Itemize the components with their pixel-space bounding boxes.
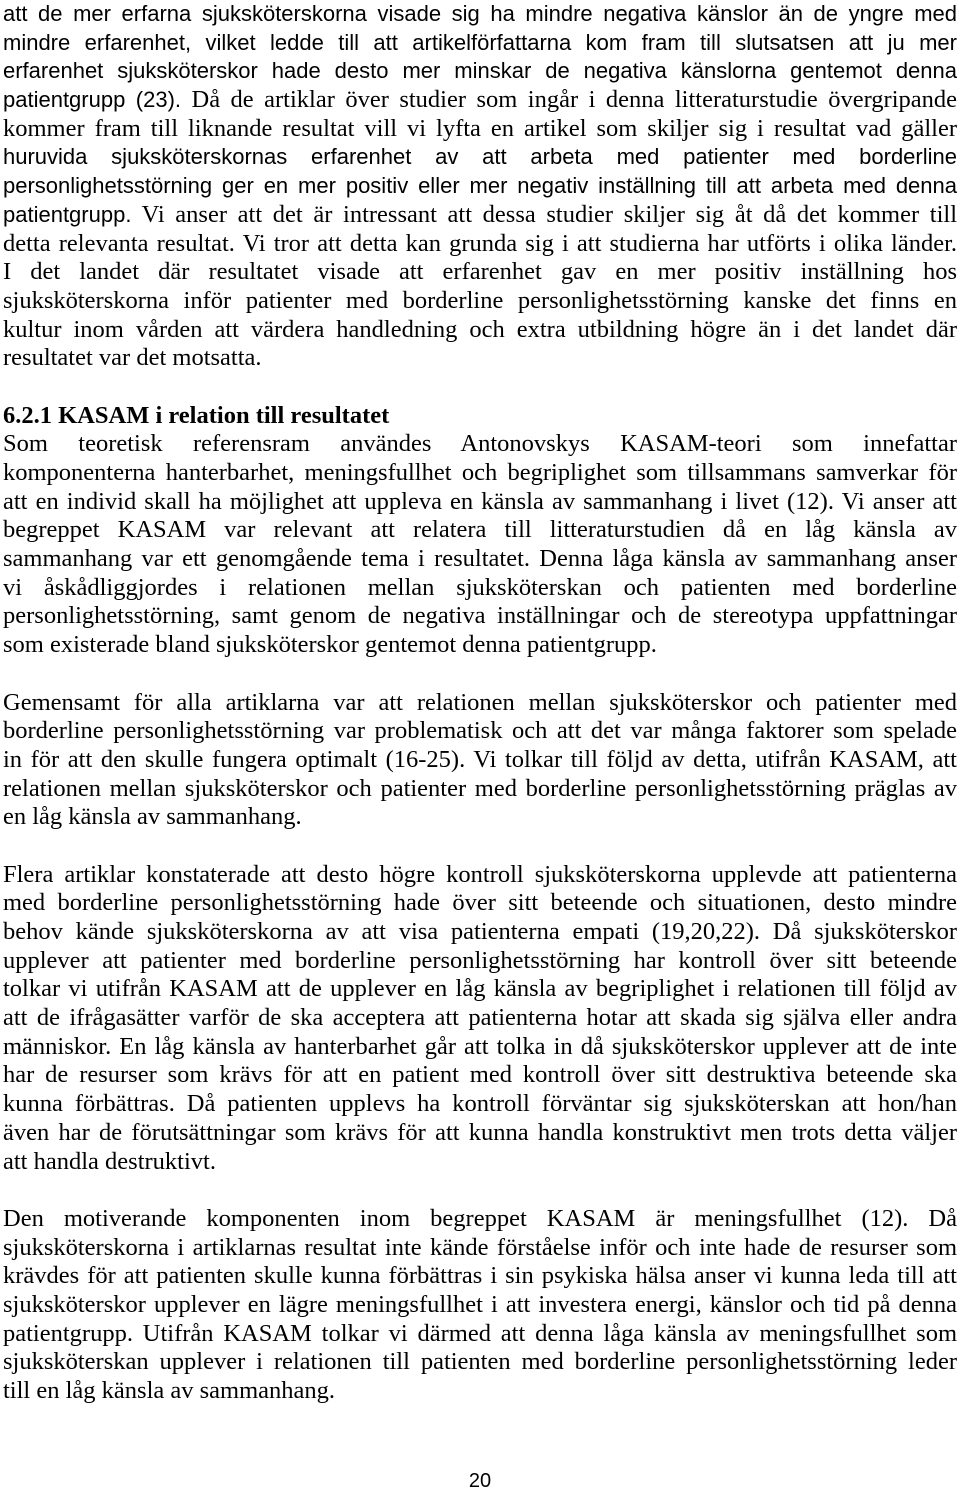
text-line — [3, 516, 957, 545]
line-text: begreppet KASAM var relevant att relatera till litteraturstudien då en låg känsla av — [3, 516, 957, 544]
text-line — [3, 889, 957, 918]
line-text: Som teoretisk referensram användes Antonovskys KASAM-teori som innefattar — [3, 430, 957, 458]
line-text: till en låg känsla av sammanhang. — [3, 1377, 336, 1404]
text-line — [3, 1090, 957, 1119]
text-line — [3, 143, 957, 172]
line-text: att handla destruktivt. — [3, 1147, 216, 1175]
line-text: personlighetsstörning, samt genom de negativa inställningar och de stereotypa uppfattningar — [3, 602, 957, 630]
section-heading: 6.2.1 KASAM i relation till resultatet — [3, 401, 390, 429]
line-text: relationen mellan sjuksköterskor och patienter med borderline personlighetsstörning präglas av — [3, 774, 957, 802]
text-line — [3, 29, 957, 58]
text-line — [3, 57, 957, 86]
line-text: in för att den skulle fungera optimalt (16-25). Vi tolkar till följd av detta, utifrån KASAM, att — [3, 745, 957, 773]
text-line — [3, 545, 957, 574]
page-number: 20 — [468, 1470, 492, 1492]
text-line — [3, 430, 957, 459]
line-text: har de resurser som krävs för att en patient med kontroll över sitt destruktiva beteende ska — [3, 1061, 957, 1089]
line-text: människor. En låg känsla av hanterbarhet går att tolka in då sjuksköterskor upplever att de inte — [3, 1032, 957, 1060]
line-text: resultatet var det motsatta. — [3, 344, 262, 372]
text-line — [3, 287, 957, 316]
line-text: att de ifrågasätter varför de ska acceptera att patienterna hotar att skada sig själva eller andra — [3, 1004, 957, 1032]
text-line — [3, 1262, 957, 1291]
text-line — [3, 488, 957, 517]
line-text: Gemensamt för alla artiklarna var att relationen mellan sjuksköterskor och patienter med — [3, 688, 957, 716]
text-line — [3, 172, 957, 201]
text-line — [3, 689, 957, 718]
text-line — [3, 115, 957, 144]
line-text: mindre erfarenhet, vilket ledde till att artikelförfattarna kom fram till slutsatsen att ju mer — [3, 29, 957, 55]
document-page — [3, 0, 957, 1406]
line-text: huruvida sjuksköterskornas erfarenhet av att arbeta med patienter med borderline — [3, 144, 957, 170]
text-line — [3, 459, 957, 488]
text-line — [3, 803, 957, 832]
body-paragraph — [3, 689, 957, 832]
text-line — [3, 631, 957, 660]
line-text: sammanhang var ett genomgående tema i resultatet. Denna låga känsla av sammanhang anser — [3, 545, 957, 573]
line-text: patientgrupp (23). — [3, 87, 182, 113]
line-text: sjuksköterskorna i artiklarnas resultat inte kände förståelse inför och inte hade de resurser som — [3, 1233, 957, 1261]
line-text: personlighetsstörning ger en mer positiv eller mer negativ inställning till att arbeta med denna — [3, 173, 957, 199]
text-line — [3, 230, 957, 259]
text-line — [3, 1320, 957, 1349]
text-line — [3, 316, 957, 345]
text-line — [3, 1061, 957, 1090]
text-line — [3, 1348, 957, 1377]
line-text: kunna förbättras. Då patienten upplevs ha kontroll förväntar sig sjuksköterskan att hon/han — [3, 1090, 957, 1118]
line-text: Den motiverande komponenten inom begreppet KASAM är meningsfullhet (12). Då — [3, 1204, 957, 1232]
line-text: Flera artiklar konstaterade att desto högre kontroll sjuksköterskorna upplevde att patienterna — [3, 860, 957, 888]
line-text: vi åskådliggjordes i relationen mellan sjuksköterskan och patienten med borderline — [3, 573, 957, 601]
line-text: patientgrupp. Utifrån KASAM tolkar vi därmed att denna låga känsla av meningsfullhet som — [3, 1319, 957, 1347]
text-line — [3, 1033, 957, 1062]
text-line — [3, 602, 957, 631]
text-line — [3, 1377, 957, 1406]
text-line — [3, 86, 957, 115]
line-text: borderline personlighetsstörning var problematisk och att det var många faktorer som spelade — [3, 717, 957, 745]
line-text: sjuksköterskorna inför patienter med borderline personlighetsstörning kanske det finns en — [3, 286, 957, 314]
text-line — [3, 1119, 957, 1148]
text-line — [3, 717, 957, 746]
line-text: Vi anser att det är intressant att dessa studier skiljer sig åt då det kommer till — [141, 200, 957, 228]
text-line — [3, 1205, 957, 1234]
body-paragraph — [3, 430, 957, 660]
text-line — [3, 1291, 957, 1320]
text-line — [3, 0, 957, 29]
text-line — [3, 775, 957, 804]
line-text: även har de förutsättningar som krävs för att kunna handla konstruktivt men trots detta väljer — [3, 1118, 957, 1146]
line-text: sjuksköterskor upplever en lägre meningsfullhet i att investera energi, känslor och tid på denna — [3, 1290, 957, 1318]
text-line — [3, 1148, 957, 1177]
line-text: tolkar vi utifrån KASAM att de upplever en låg känsla av begriplighet i relationen till följd av — [3, 975, 957, 1003]
text-line — [3, 344, 957, 373]
line-text: kommer fram till liknande resultat vill vi lyfta en artikel som skiljer sig i resultat vad gäller — [3, 114, 957, 142]
line-text: erfarenhet sjuksköterskor hade desto mer minskar de negativa känslorna gentemot denna — [3, 58, 957, 84]
line-text: sjuksköterskan upplever i relationen till patienten med borderline personlighetsstörning leder — [3, 1348, 957, 1376]
line-text: detta relevanta resultat. Vi tror att detta kan grunda sig i att studierna har utförts i olika länder. — [3, 229, 957, 257]
line-text: I det landet där resultatet visade att erfarenhet gav en mer positiv inställning hos — [3, 258, 957, 286]
text-line — [3, 975, 957, 1004]
line-text: att en individ skall ha möjlighet att uppleva en känsla av sammanhang i livet (12). Vi anser att — [3, 487, 957, 515]
text-line — [3, 861, 957, 890]
line-text: en låg känsla av sammanhang. — [3, 803, 302, 831]
body-paragraph — [3, 1205, 957, 1406]
text-line — [3, 918, 957, 947]
text-line — [3, 258, 957, 287]
line-text: med borderline personlighetsstörning hade över sitt beteende och situationen, desto mindre — [3, 889, 957, 917]
text-line — [3, 1234, 957, 1263]
line-text: kultur inom vården att värdera handledning och extra utbildning högre än i det landet där — [3, 315, 957, 343]
line-text: upplever att patienter med borderline personlighetsstörning har kontroll över sitt beteende — [3, 946, 957, 974]
text-line — [3, 201, 957, 230]
body-paragraph — [3, 0, 957, 373]
text-line — [3, 746, 957, 775]
line-text: Då de artiklar över studier som ingår i denna litteraturstudie övergripande — [191, 86, 958, 114]
line-text: komponenterna hanterbarhet, meningsfullhet och begriplighet som tillsammans samverkar för — [3, 459, 957, 486]
line-text: som existerade bland sjuksköterskor gentemot denna patientgrupp. — [3, 631, 657, 659]
line-text: att de mer erfarna sjuksköterskorna visade sig ha mindre negativa känslor än de yngre med — [3, 1, 957, 26]
text-line — [3, 574, 957, 603]
text-line — [3, 947, 957, 976]
line-text: patientgrupp. — [3, 201, 132, 227]
line-text: krävdes för att patienten skulle kunna förbättras i sin psykiska hälsa anser vi kunna leda till att — [3, 1262, 957, 1290]
line-text: behov kände sjuksköterskorna av att visa patienterna empati (19,20,22). Då sjuksköterskor — [3, 918, 957, 945]
body-paragraph — [3, 861, 957, 1177]
text-line — [3, 1004, 957, 1033]
